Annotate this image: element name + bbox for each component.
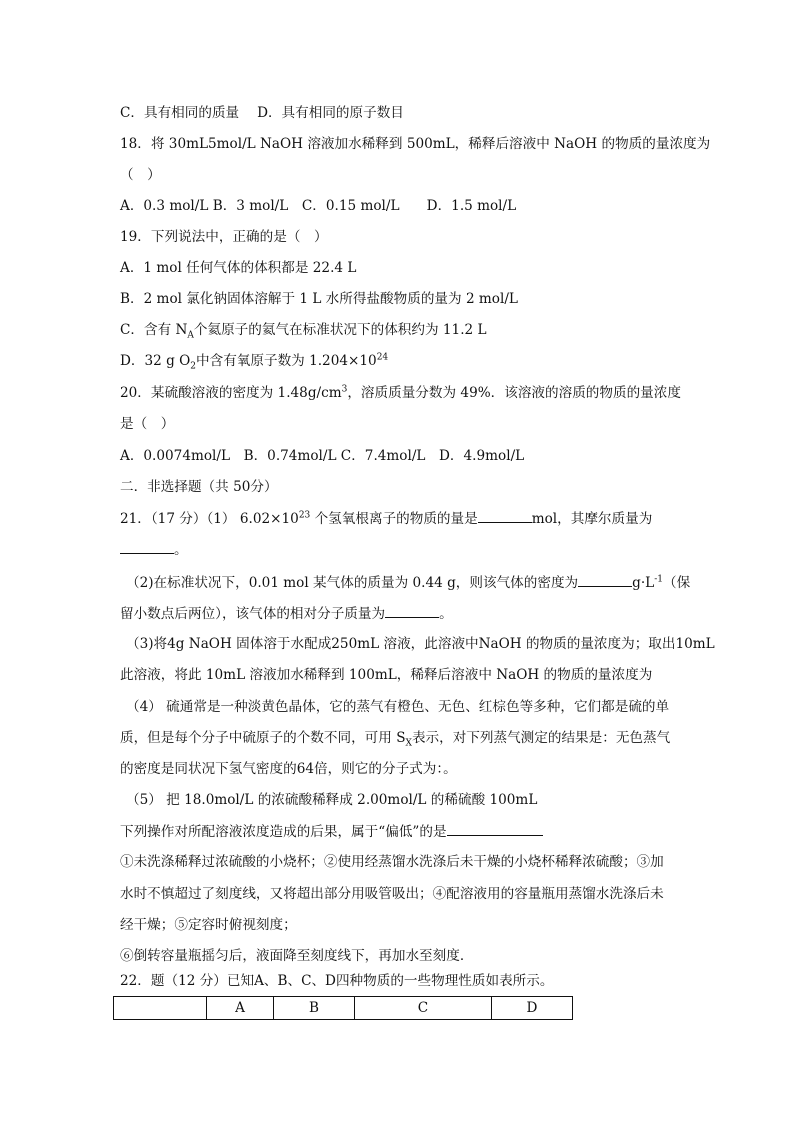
table-header-cell: C bbox=[355, 997, 492, 1020]
q21-part2-cont bbox=[120, 603, 453, 624]
answer-blank[interactable] bbox=[120, 539, 174, 554]
q21-part3-cont: 此溶液，将此 10mL 溶液加水稀释到 100mL，稀释后溶液中 NaOH 的物质的量浓度为 bbox=[120, 667, 653, 683]
q20-stem-superscript: 3 bbox=[341, 384, 348, 395]
properties-table bbox=[113, 996, 573, 1020]
q20-stem-part1: 20．某硫酸溶液的密度为 1.48g/cm bbox=[120, 385, 342, 401]
q19-option-c-subscript: A bbox=[187, 330, 194, 341]
q22-stem: 22．题（12 分）已知A、B、C、D四种物质的一些物理性质如表所示。 bbox=[120, 973, 554, 989]
q19-option-d-part1: D．32 g O bbox=[120, 353, 191, 369]
q21-part2-superscript: -1 bbox=[654, 574, 663, 585]
q20-stem-cont: 是（ ） bbox=[120, 416, 175, 432]
q19-option-c-part2: 个氦原子的氦气在标准状况下的体积约为 11.2 L bbox=[193, 322, 487, 338]
q21-part1 bbox=[120, 508, 652, 529]
q21-part1-end: 。 bbox=[174, 542, 188, 558]
q20-stem-part2: ，溶质质量分数为 49%．该溶液的溶质的物质的量浓度 bbox=[347, 385, 681, 401]
table-header-row bbox=[114, 997, 573, 1020]
q21-part5-question-text: 下列操作对所配溶液浓度造成的后果，属于“偏低”的是 bbox=[120, 824, 447, 840]
answer-blank[interactable] bbox=[478, 508, 532, 523]
q21-part1-superscript: 23 bbox=[298, 510, 311, 521]
answer-blank[interactable] bbox=[447, 821, 543, 836]
answer-blank[interactable] bbox=[578, 572, 632, 587]
q21-part1-c: mol，其摩尔质量为 bbox=[531, 511, 653, 527]
q21-part1-a: 21．（17 分）（1） 6.02×10 bbox=[120, 511, 299, 527]
q21-part2-cont-a: 留小数点后两位），该气体的相对分子质量为 bbox=[120, 606, 386, 622]
q21-part5-option-6: ⑥倒转容量瓶摇匀后，液面降至刻度线下，再加水至刻度． bbox=[120, 948, 474, 964]
q19-option-b: B．2 mol 氯化钠固体溶解于 1 L 水所得盐酸物质的量为 2 mol/L bbox=[120, 291, 518, 307]
table-header-cell: D bbox=[492, 997, 573, 1020]
q21-part1-cont bbox=[120, 539, 188, 560]
table-header-cell bbox=[114, 997, 207, 1020]
q21-part2-c: （保 bbox=[663, 575, 691, 591]
table-header-cell: A bbox=[207, 997, 274, 1020]
q21-part2-a: （2)在标准状况下，0.01 mol 某气体的质量为 0.44 g，则该气体的密度为 bbox=[126, 575, 579, 591]
q18-options: A．0.3 mol/L B．3 mol/L C．0.15 mol/L D．1.5 mol/L bbox=[120, 198, 517, 214]
answer-blank[interactable] bbox=[385, 603, 439, 618]
q21-part5-options-cont2: 经干燥；⑤定容时俯视刻度； bbox=[120, 917, 297, 933]
q21-part1-b: 个氢氧根离子的物质的量是 bbox=[310, 511, 478, 527]
q19-stem: 19．下列说法中，正确的是（ ） bbox=[120, 229, 328, 245]
q21-part5-question bbox=[120, 821, 543, 842]
q20-stem bbox=[120, 383, 681, 403]
section-heading: 二．非选择题（共 50分） bbox=[120, 479, 278, 495]
q21-part2-cont-b: 。 bbox=[439, 606, 453, 622]
q19-option-d-part2: 中含有氧原子数为 1.204×10 bbox=[196, 353, 377, 369]
q18-answer-bracket: （ ） bbox=[120, 167, 161, 183]
q18-stem: 18．将 30mL5mol/L NaOH 溶液加水稀释到 500mL，稀释后溶液中 NaOH 的物质的量浓度为 bbox=[120, 136, 711, 152]
q19-option-a: A．1 mol 任何气体的体积都是 22.4 L bbox=[120, 260, 357, 276]
q19-option-d-superscript: 24 bbox=[376, 352, 389, 363]
q21-part4-end: 的密度是同状况下氢气密度的64倍，则它的分子式为：。 bbox=[120, 761, 457, 777]
q19-option-c-part1: C．含有 N bbox=[120, 322, 188, 338]
q21-part4-cont-b: 表示，对下列蒸气测定的结果是：无色蒸气 bbox=[411, 730, 671, 746]
q21-part2-unit: g·L bbox=[632, 575, 655, 591]
q19-option-d-subscript: 2 bbox=[190, 361, 197, 372]
table-header-cell: B bbox=[274, 997, 355, 1020]
q21-part5: （5） 把 18.0mol/L 的浓硫酸稀释成 2.00mol/L 的稀硫酸 100mL bbox=[126, 792, 538, 808]
q21-part4-cont-a: 质，但是每个分子中硫原子的个数不同，可用 S bbox=[120, 730, 406, 746]
q21-part2 bbox=[126, 572, 690, 593]
q21-part4-subscript: X bbox=[405, 738, 412, 749]
q20-options: A．0.0074mol/L B．0.74mol/L C．7.4mol/L D．4.9mol/L bbox=[120, 448, 525, 464]
q19-option-d bbox=[120, 351, 388, 371]
q21-part4-cont bbox=[120, 728, 670, 748]
q21-part5-options: ①未洗涤稀释过浓硫酸的小烧杯；②使用经蒸馏水洗涤后未干燥的小烧杯稀释浓硫酸；③加 bbox=[120, 854, 664, 870]
q19-option-c bbox=[120, 320, 487, 340]
q21-part3: （3)将4g NaOH 固体溶于水配成250mL 溶液，此溶液中NaOH 的物质的量浓度为；取出10mL bbox=[126, 636, 715, 652]
q21-part4: （4） 硫通常是一种淡黄色晶体，它的蒸气有橙色、无色、红棕色等多种，它们都是硫的单 bbox=[126, 699, 670, 715]
q21-part5-options-cont: 水时不慎超过了刻度线，又将超出部分用吸管吸出；④配溶液用的容量瓶用蒸馏水洗涤后未 bbox=[120, 886, 664, 902]
q17-options-cd: C．具有相同的质量 D．具有相同的原子数目 bbox=[120, 105, 404, 121]
